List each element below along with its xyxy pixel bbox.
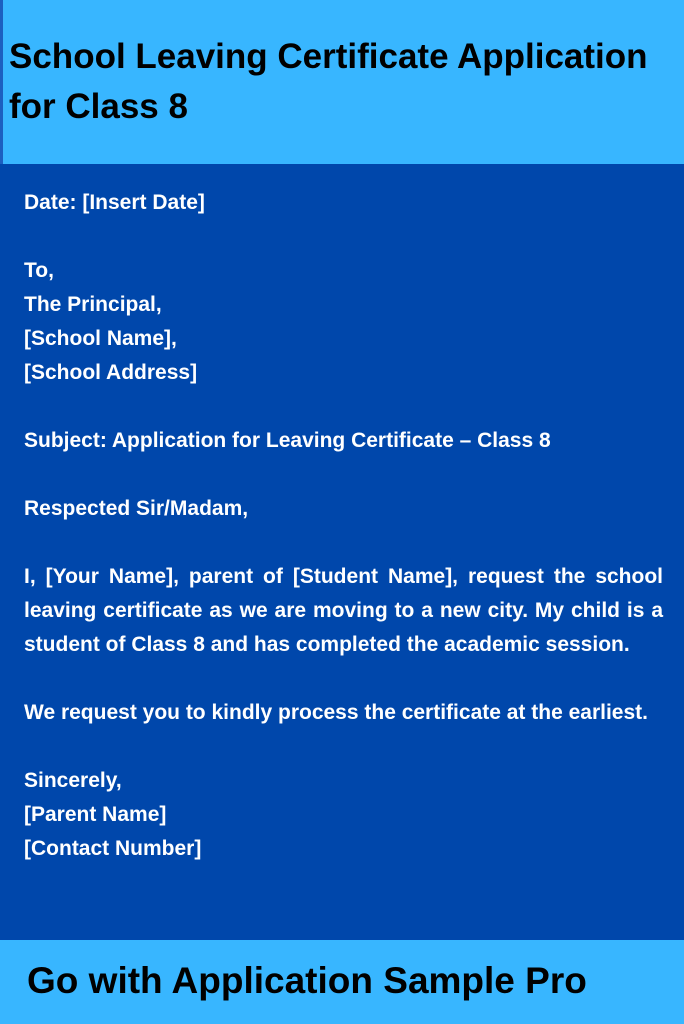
letter-salutation: Respected Sir/Madam, bbox=[24, 497, 249, 520]
spacer bbox=[24, 730, 663, 764]
spacer bbox=[24, 220, 663, 254]
school-address: [School Address] bbox=[24, 361, 198, 384]
letter-to: To, bbox=[24, 259, 54, 282]
page-title: School Leaving Certificate Application for Class 8 bbox=[9, 37, 648, 126]
letter-subject: Subject: Application for Leaving Certificate – Class 8 bbox=[24, 429, 551, 452]
footer-banner bbox=[0, 940, 684, 1024]
spacer bbox=[24, 390, 663, 424]
body-paragraph-2: We request you to kindly process the certificate at the earliest. bbox=[24, 701, 648, 724]
spacer bbox=[24, 526, 663, 560]
header-banner bbox=[0, 0, 684, 164]
sender-contact: [Contact Number] bbox=[24, 837, 202, 860]
letter-date: Date: [Insert Date] bbox=[24, 191, 205, 214]
spacer bbox=[24, 458, 663, 492]
school-name: [School Name], bbox=[24, 327, 177, 350]
sender-name: [Parent Name] bbox=[24, 803, 167, 826]
spacer bbox=[24, 662, 663, 696]
body-paragraph-1: I, [Your Name], parent of [Student Name], request the school leaving certificate as we are moving to a new city. My child is a student of Class 8 and has completed the academic session. bbox=[24, 565, 663, 656]
footer-tagline: Go with Application Sample Pro bbox=[27, 960, 587, 1001]
recipient-title: The Principal, bbox=[24, 293, 162, 316]
letter-body bbox=[0, 164, 684, 940]
letter-closing: Sincerely, bbox=[24, 769, 122, 792]
